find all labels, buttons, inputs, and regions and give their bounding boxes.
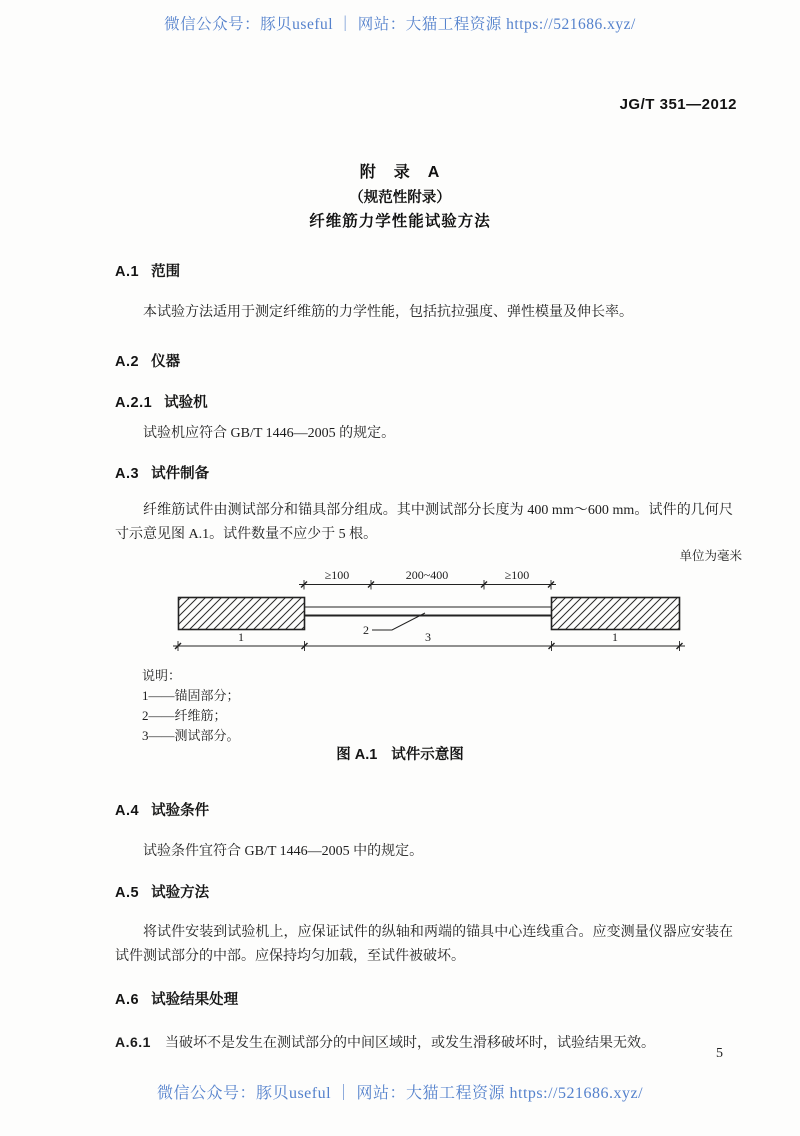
- section-heading-a4: [115, 799, 209, 820]
- figure-caption-text: 试件示意图: [391, 747, 464, 763]
- paragraph-a21: 试验机应符合 GB/T 1446—2005 的规定。: [143, 426, 396, 441]
- clause-text: 当破坏不是发生在测试部分的中间区域时，或发生滑移破坏时，试验结果无效。: [164, 1036, 655, 1051]
- header-watermark: 微信公众号：豚贝useful ｜ 网站：大猫工程资源 https://521686.xyz/: [164, 16, 636, 33]
- footer-watermark: 微信公众号：豚贝useful ｜ 网站：大猫工程资源 https://521686.xyz/: [156, 1085, 644, 1102]
- dim-label-top-left: ≥100: [324, 568, 350, 582]
- fiber-bar: [305, 607, 552, 616]
- section-label: 试验方法: [151, 885, 210, 901]
- dim-label-bottom-middle: 3: [425, 630, 431, 644]
- section-number: A.5: [115, 885, 140, 901]
- legend-item: 3——测试部分。: [142, 728, 240, 743]
- section-label: 试验条件: [151, 803, 210, 819]
- paragraph-a1: 本试验方法适用于测定纤维筋的力学性能，包括抗拉强度、弹性模量及伸长率。: [143, 305, 633, 320]
- appendix-method-title: 纤维筋力学性能试验方法: [309, 213, 491, 230]
- specimen-figure: [140, 567, 700, 667]
- paragraph-a4: 试验条件宜符合 GB/T 1446—2005 中的规定。: [143, 844, 424, 859]
- section-number: A.4: [115, 803, 140, 819]
- section-number: A.6: [115, 992, 140, 1008]
- standard-code: JG/T 351—2012: [619, 96, 737, 113]
- section-label: 仪器: [151, 354, 181, 370]
- paragraph-a5: 将试件安装到试验机上，应保证试件的纵轴和两端的锚具中心连线重合。应变测量仪器应安装在试件测试部分的中部。应保持均匀加载，至试件被破坏。: [115, 925, 733, 964]
- section-heading-a21: [115, 391, 208, 412]
- legend-title: 说明：: [142, 668, 182, 683]
- section-label: 范围: [151, 264, 181, 280]
- right-anchor-block: [552, 598, 680, 630]
- section-heading-a1: [115, 260, 180, 281]
- figure-caption: [0, 743, 800, 764]
- clause-number: A.6.1: [115, 1034, 151, 1050]
- section-heading-a3: [115, 462, 209, 483]
- figure-caption-number: 图 A.1: [336, 747, 378, 763]
- clause-a61: [115, 1030, 733, 1056]
- dim-label-bottom-left: 1: [238, 630, 244, 644]
- section-heading-a6: [115, 988, 238, 1009]
- left-anchor-block: [179, 598, 305, 630]
- section-heading-a5: [115, 881, 209, 902]
- section-number: A.2: [115, 354, 140, 370]
- part-label-2: 2: [363, 623, 369, 637]
- section-label: 试件制备: [151, 466, 210, 482]
- appendix-subtitle: （规范性附录）: [349, 190, 451, 206]
- dim-label-top-middle: 200~400: [405, 568, 449, 582]
- legend-item: 2——纤维筋；: [142, 708, 227, 723]
- units-note: 单位为毫米: [679, 549, 742, 563]
- dim-label-top-right: ≥100: [504, 568, 530, 582]
- paragraph-a3: 纤维筋试件由测试部分和锚具部分组成。其中测试部分长度为 400 mm～600 mm。试件的几何尺寸示意见图 A.1。试件数量不应少于 5 根。: [115, 503, 733, 542]
- section-number: A.3: [115, 466, 140, 482]
- dim-label-bottom-right: 1: [612, 630, 618, 644]
- section-label: 试验结果处理: [151, 992, 239, 1008]
- section-number: A.1: [115, 264, 140, 280]
- section-label: 试验机: [164, 395, 208, 411]
- section-number: A.2.1: [115, 395, 153, 411]
- legend-item: 1——锚固部分；: [142, 688, 240, 703]
- figure-legend: [142, 666, 240, 746]
- page-number: 5: [716, 1046, 723, 1061]
- appendix-title: 附 录 A: [359, 164, 441, 181]
- section-heading-a2: [115, 350, 180, 371]
